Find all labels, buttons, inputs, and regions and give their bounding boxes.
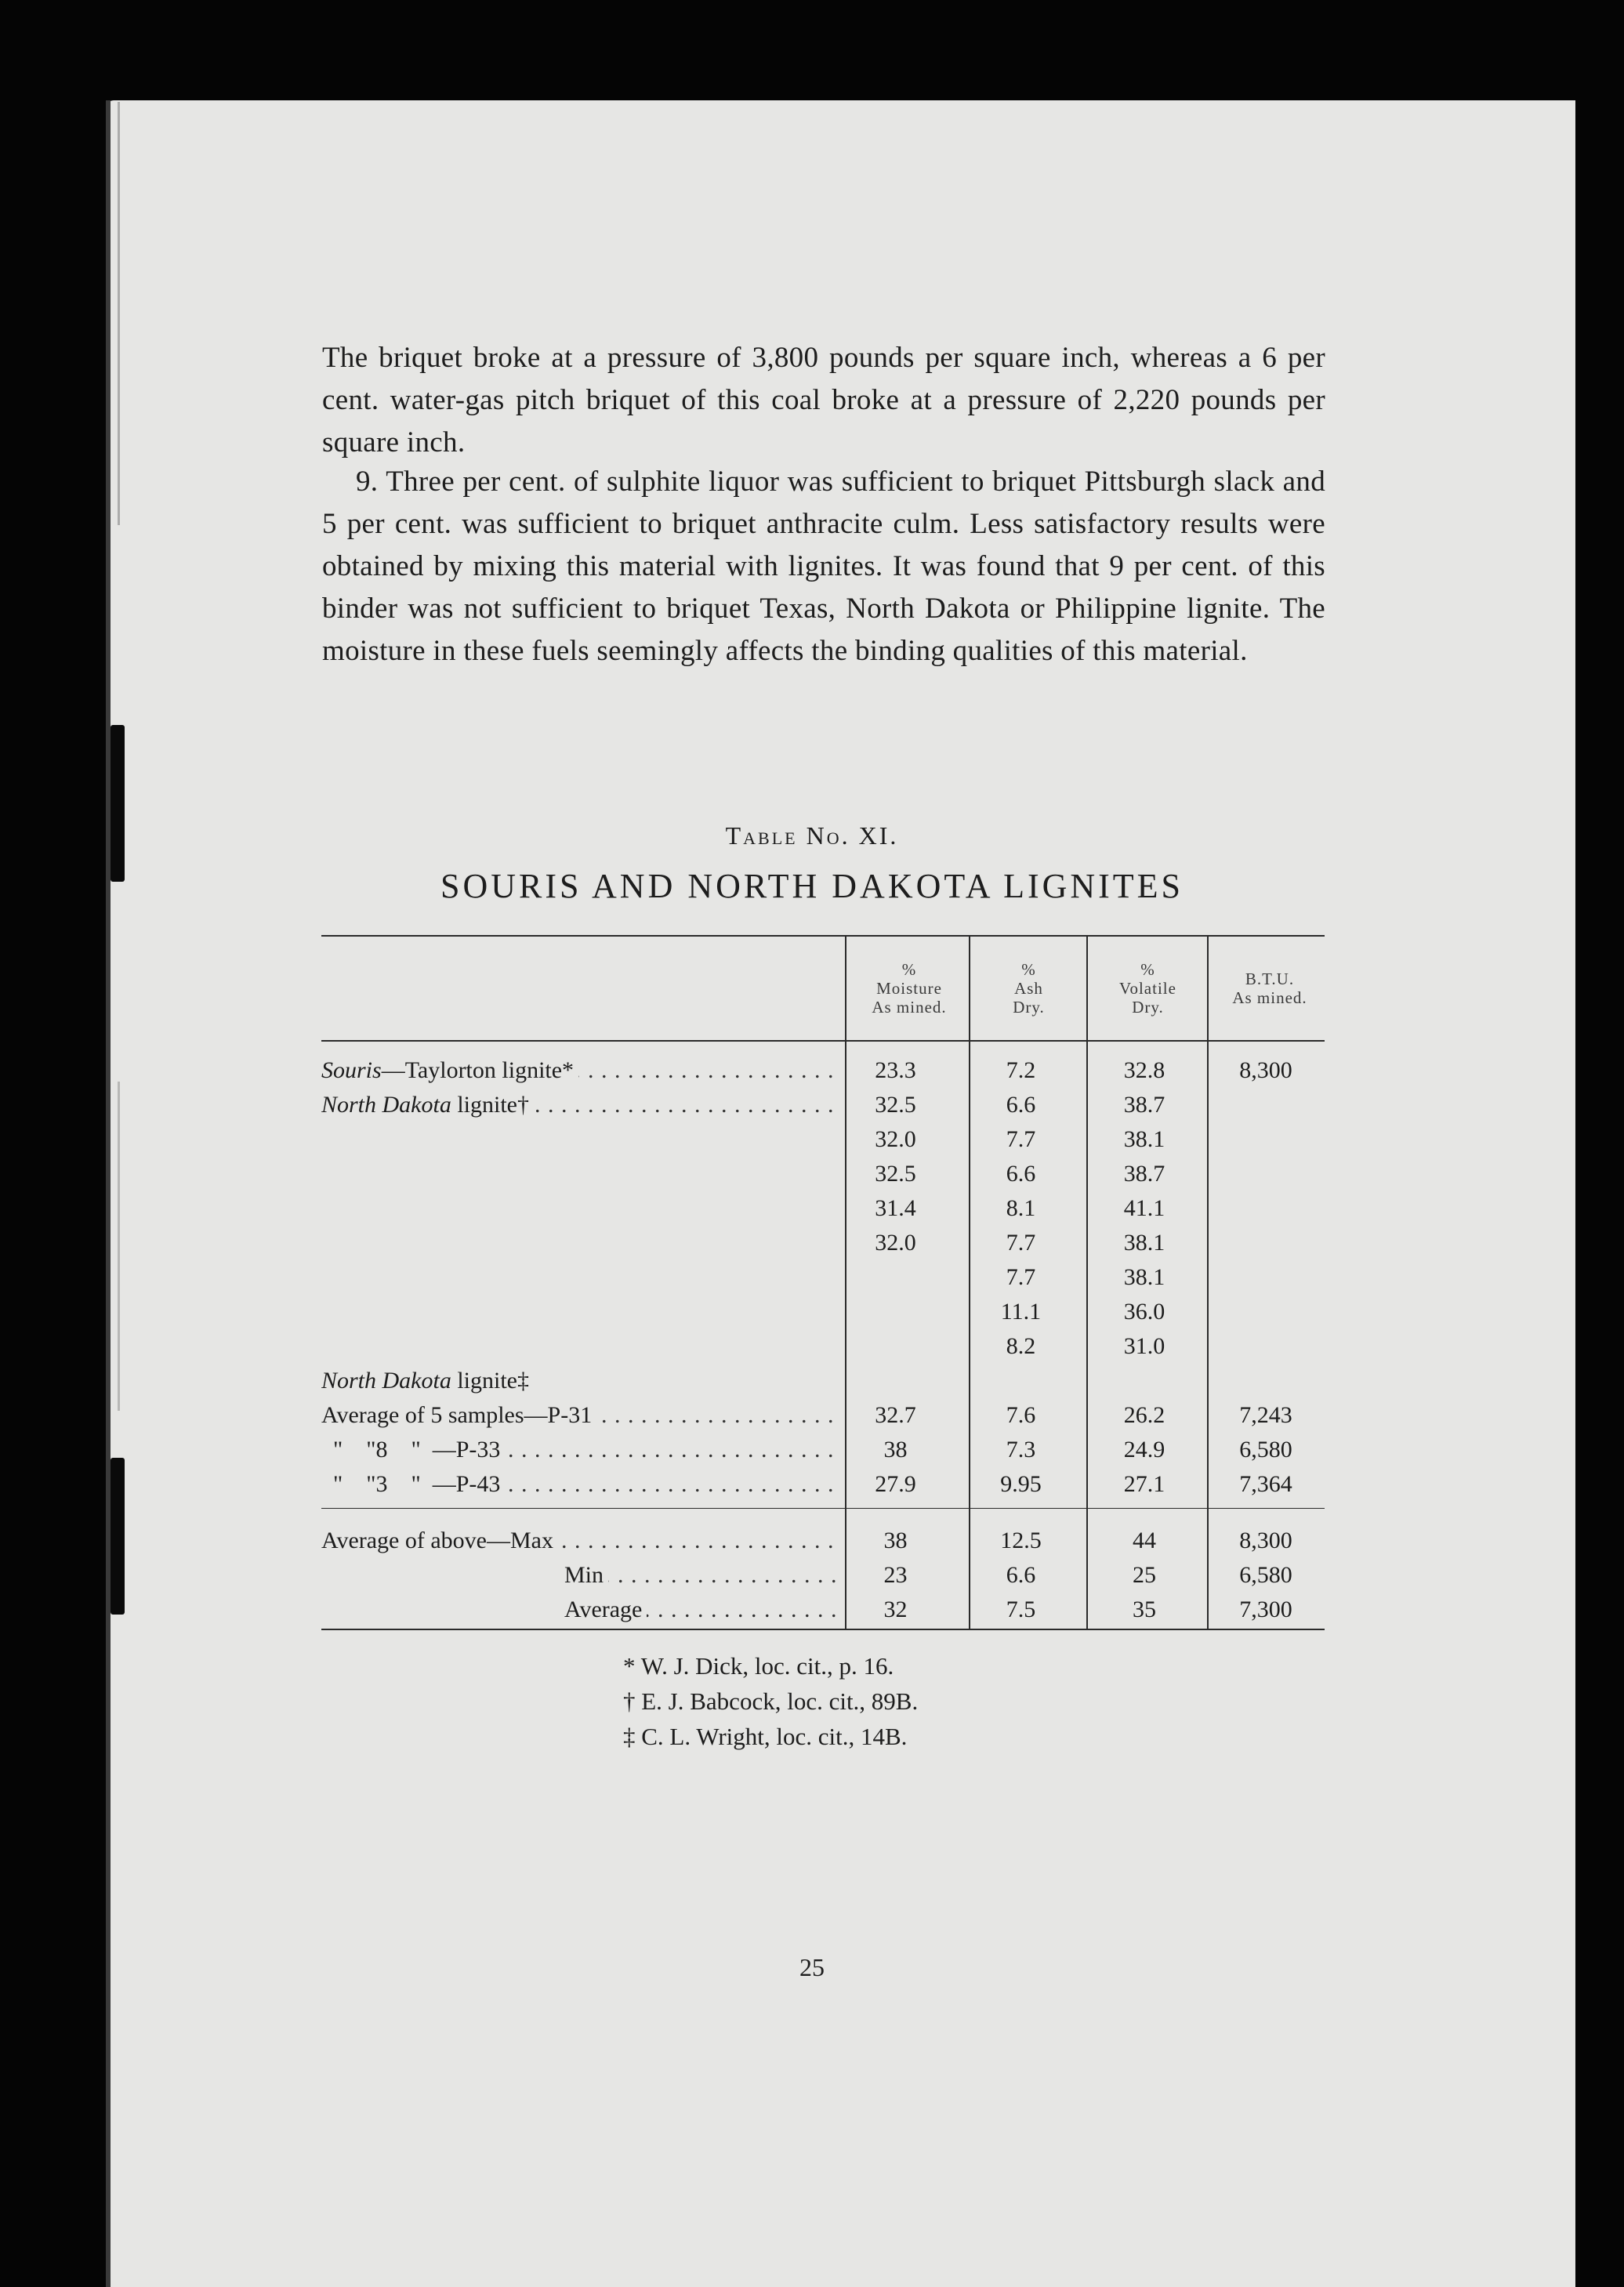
moisture-cell: 31.4 [875, 1195, 916, 1221]
volatile-cell: 38.1 [1123, 1230, 1165, 1256]
moisture-cell: 23 [883, 1562, 908, 1588]
row-label: " "3 " —P-43 . . . [321, 1467, 839, 1502]
ash-cell: 7.3 [1006, 1437, 1036, 1462]
row-label: North Dakota lignite‡ [321, 1368, 529, 1394]
table-row [0, 1191, 1624, 1226]
btu-cell: 8,300 [1239, 1528, 1292, 1553]
table-row [0, 1088, 1624, 1122]
volatile-cell: 38.7 [1123, 1161, 1165, 1187]
row-label: Average . . . [564, 1593, 839, 1627]
ash-cell: 7.5 [1006, 1597, 1036, 1622]
row-label: Souris—Taylorton lignite* . . . [321, 1053, 839, 1088]
table-row [0, 1053, 1624, 1088]
paragraph-sulphite-liquor: 9. Three per cent. of sulphite liquor was sufficient to briquet Pittsburgh slack and 5 per cent. was sufficient to briquet anthracite culm. Less satisfactory results were obtained by mixing this material with lignites. It was found that 9 per cent. of this binder was not sufficient to briquet Texas, North Dakota or Philippine lignite. The moisture in these fuels seemingly affects the binding qualities of this material. [322, 466, 1325, 667]
moisture-cell: 32.0 [875, 1126, 916, 1152]
row-label: Min . . . [564, 1558, 839, 1593]
volatile-cell: 41.1 [1123, 1195, 1165, 1221]
ash-cell: 7.6 [1006, 1402, 1036, 1428]
moisture-cell: 38 [883, 1437, 908, 1462]
scan-artifact [118, 102, 120, 525]
header-btu: B.T.U. As mined. [1232, 970, 1307, 1007]
table-row [0, 1433, 1624, 1467]
moisture-cell: 32.0 [875, 1230, 916, 1256]
ash-cell: 12.5 [1000, 1528, 1042, 1553]
table-row [0, 1467, 1624, 1502]
summary-row-max [0, 1524, 1624, 1558]
table-caption: Table No. XI. [725, 821, 899, 850]
table-row [0, 1260, 1624, 1295]
volatile-cell: 38.7 [1123, 1092, 1165, 1118]
summary-row-min [0, 1558, 1624, 1593]
footnote-wright: ‡ C. L. Wright, loc. cit., 14B. [623, 1723, 908, 1750]
footnote-babcock: † E. J. Babcock, loc. cit., 89B. [623, 1687, 919, 1715]
ash-cell: 6.6 [1006, 1161, 1036, 1187]
table-bottom-rule [321, 1629, 1325, 1630]
volatile-cell: 25 [1133, 1562, 1156, 1588]
volatile-cell: 36.0 [1123, 1299, 1165, 1325]
ash-cell: 7.7 [1006, 1264, 1036, 1290]
row-label: " "8 " —P-33 . . . [321, 1433, 839, 1467]
ash-cell: 8.2 [1006, 1333, 1036, 1359]
table-top-rule [321, 935, 1325, 937]
moisture-cell: 32.5 [875, 1161, 916, 1187]
volatile-cell: 32.8 [1123, 1057, 1165, 1083]
table-row [0, 1398, 1624, 1433]
moisture-cell: 27.9 [875, 1471, 916, 1497]
table-row [0, 1122, 1624, 1157]
btu-cell: 7,300 [1239, 1597, 1292, 1622]
volatile-cell: 27.1 [1123, 1471, 1165, 1497]
ash-cell: 6.6 [1006, 1092, 1036, 1118]
volatile-cell: 26.2 [1123, 1402, 1165, 1428]
volatile-cell: 44 [1133, 1528, 1156, 1553]
page-number: 25 [799, 1953, 825, 1981]
header-moisture: % Moisture As mined. [872, 960, 947, 1017]
volatile-cell: 35 [1133, 1597, 1156, 1622]
btu-cell: 7,243 [1239, 1402, 1292, 1428]
moisture-cell: 32 [883, 1597, 908, 1622]
table-title: SOURIS AND NORTH DAKOTA LIGNITES [440, 867, 1184, 905]
row-label: North Dakota lignite† . . . [321, 1088, 839, 1122]
moisture-cell: 23.3 [875, 1057, 916, 1083]
ash-cell: 6.6 [1006, 1562, 1036, 1588]
ash-cell: 11.1 [1000, 1299, 1042, 1325]
ash-cell: 7.2 [1006, 1057, 1036, 1083]
row-label: Average of above—Max . . . [321, 1524, 839, 1558]
footnote-dick: * W. J. Dick, loc. cit., p. 16. [623, 1652, 894, 1680]
paragraph-briquet-pressure: The briquet broke at a pressure of 3,800 pounds per square inch, whereas a 6 per cent. water-gas pitch briquet of this coal broke at a pressure of 2,220 pounds per square inch. [322, 342, 1325, 458]
btu-cell: 8,300 [1239, 1057, 1292, 1083]
btu-cell: 6,580 [1239, 1437, 1292, 1462]
volatile-cell: 24.9 [1123, 1437, 1165, 1462]
table-row [0, 1295, 1624, 1329]
moisture-cell: 32.5 [875, 1092, 916, 1118]
header-ash: % Ash Dry. [1013, 960, 1045, 1017]
ash-cell: 8.1 [1006, 1195, 1036, 1221]
row-label: Average of 5 samples—P-31 . . . [321, 1398, 839, 1433]
table-row [0, 1157, 1624, 1191]
table-row [0, 1226, 1624, 1260]
ash-cell: 7.7 [1006, 1230, 1036, 1256]
data-bottom-rule [321, 1508, 1325, 1509]
btu-cell: 6,580 [1239, 1562, 1292, 1588]
ash-cell: 9.95 [1000, 1471, 1042, 1497]
binding-mark [111, 725, 125, 882]
ash-cell: 7.7 [1006, 1126, 1036, 1152]
table-row [0, 1364, 1624, 1398]
table-row [0, 1329, 1624, 1364]
summary-row-average [0, 1593, 1624, 1627]
btu-cell: 7,364 [1239, 1471, 1292, 1497]
volatile-cell: 38.1 [1123, 1126, 1165, 1152]
header-bottom-rule [321, 1040, 1325, 1042]
volatile-cell: 31.0 [1123, 1333, 1165, 1359]
moisture-cell: 38 [883, 1528, 908, 1553]
volatile-cell: 38.1 [1123, 1264, 1165, 1290]
header-volatile: % Volatile Dry. [1119, 960, 1176, 1017]
moisture-cell: 32.7 [875, 1402, 916, 1428]
